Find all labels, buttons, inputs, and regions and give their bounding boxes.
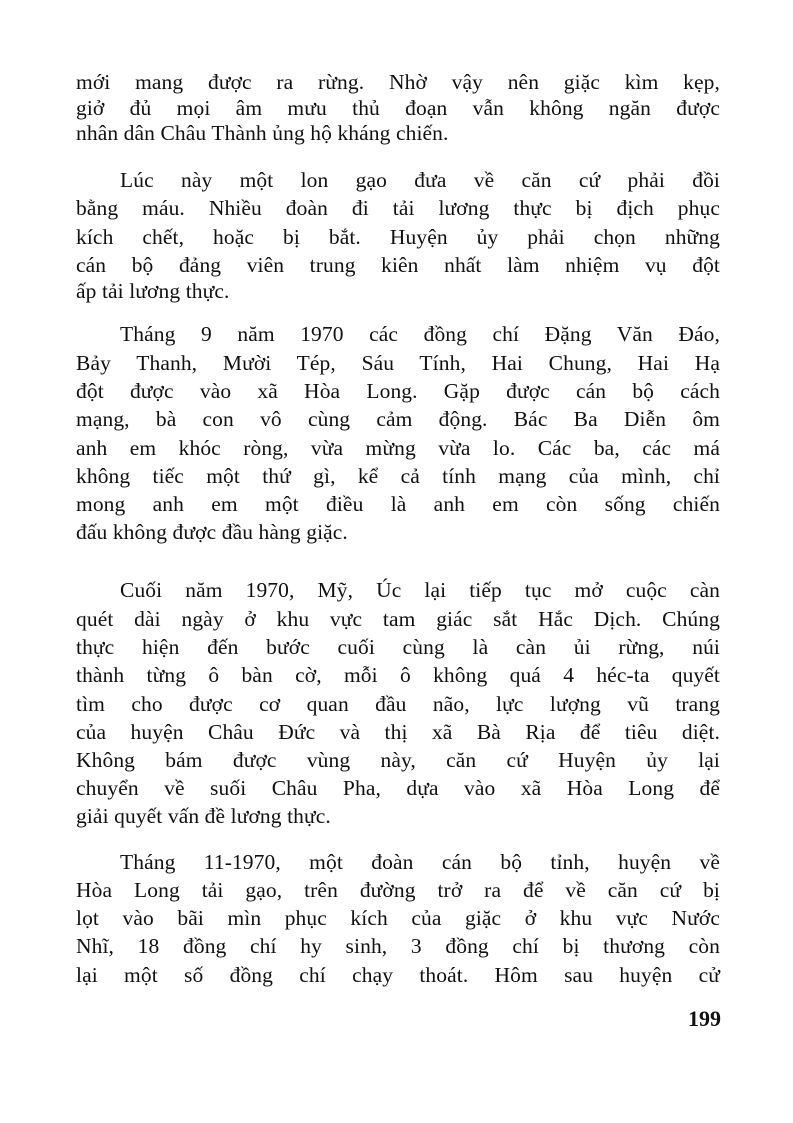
text-line: lại một số đồng chí chạy thoát. Hôm sau huyện cử	[76, 963, 720, 987]
text-line: đột được vào xã Hòa Long. Gặp được cán bộ cách	[76, 379, 720, 403]
text-line: mong anh em một điều là anh em còn sống chiến	[76, 492, 720, 516]
text-line: cán bộ đảng viên trung kiên nhất làm nhiệm vụ đột	[76, 253, 720, 277]
page-number: 199	[688, 1006, 721, 1031]
text-line: mới mang được ra rừng. Nhờ vậy nên giặc kìm kẹp,	[76, 70, 720, 94]
text-line: đấu không được đầu hàng giặc.	[76, 520, 348, 544]
text-line: nhân dân Châu Thành ủng hộ kháng chiến.	[76, 121, 449, 145]
text-line: Cuối năm 1970, Mỹ, Úc lại tiếp tục mở cuộc càn	[120, 578, 720, 602]
text-line: tìm cho được cơ quan đầu não, lực lượng vũ trang	[76, 692, 720, 716]
text-line: Lúc này một lon gạo đưa về căn cứ phải đồi	[120, 168, 720, 192]
text-line: ấp tải lương thực.	[76, 279, 230, 303]
text-line: kích chết, hoặc bị bắt. Huyện ủy phải chọn những	[76, 225, 720, 249]
text-line: anh em khóc ròng, vừa mừng vừa lo. Các ba, các má	[76, 436, 720, 460]
text-line: Không bám được vùng này, căn cứ Huyện ủy lại	[76, 748, 720, 772]
text-line: bằng máu. Nhiều đoàn đi tải lương thực bị địch phục	[76, 196, 720, 220]
text-line: giở đủ mọi âm mưu thủ đoạn vẫn không ngăn được	[76, 96, 720, 120]
text-line: Tháng 9 năm 1970 các đồng chí Đặng Văn Đáo,	[120, 322, 720, 346]
text-line: Bảy Thanh, Mười Tép, Sáu Tính, Hai Chung, Hai Hạ	[76, 351, 720, 375]
text-line: thành từng ô bàn cờ, mỗi ô không quá 4 héc-ta quyết	[76, 663, 720, 687]
text-line: mạng, bà con vô cùng cảm động. Bác Ba Diễn ôm	[76, 407, 720, 431]
text-line: giải quyết vấn đề lương thực.	[76, 804, 331, 828]
text-line: lọt vào bãi mìn phục kích của giặc ở khu vực Nước	[76, 906, 720, 930]
text-line: không tiếc một thứ gì, kể cả tính mạng của mình, chỉ	[76, 464, 720, 488]
text-line: thực hiện đến bước cuối cùng là càn ủi rừng, núi	[76, 635, 720, 659]
text-line: của huyện Châu Đức và thị xã Bà Rịa để tiêu diệt.	[76, 720, 720, 744]
text-line: Nhĩ, 18 đồng chí hy sinh, 3 đồng chí bị thương còn	[76, 934, 720, 958]
text-line: quét dài ngày ở khu vực tam giác sắt Hắc Dịch. Chúng	[76, 607, 720, 631]
text-line: chuyển về suối Châu Pha, dựa vào xã Hòa Long để	[76, 776, 720, 800]
text-line: Hòa Long tải gạo, trên đường trở ra để về căn cứ bị	[76, 878, 720, 902]
text-line: Tháng 11-1970, một đoàn cán bộ tỉnh, huyện về	[120, 850, 720, 874]
